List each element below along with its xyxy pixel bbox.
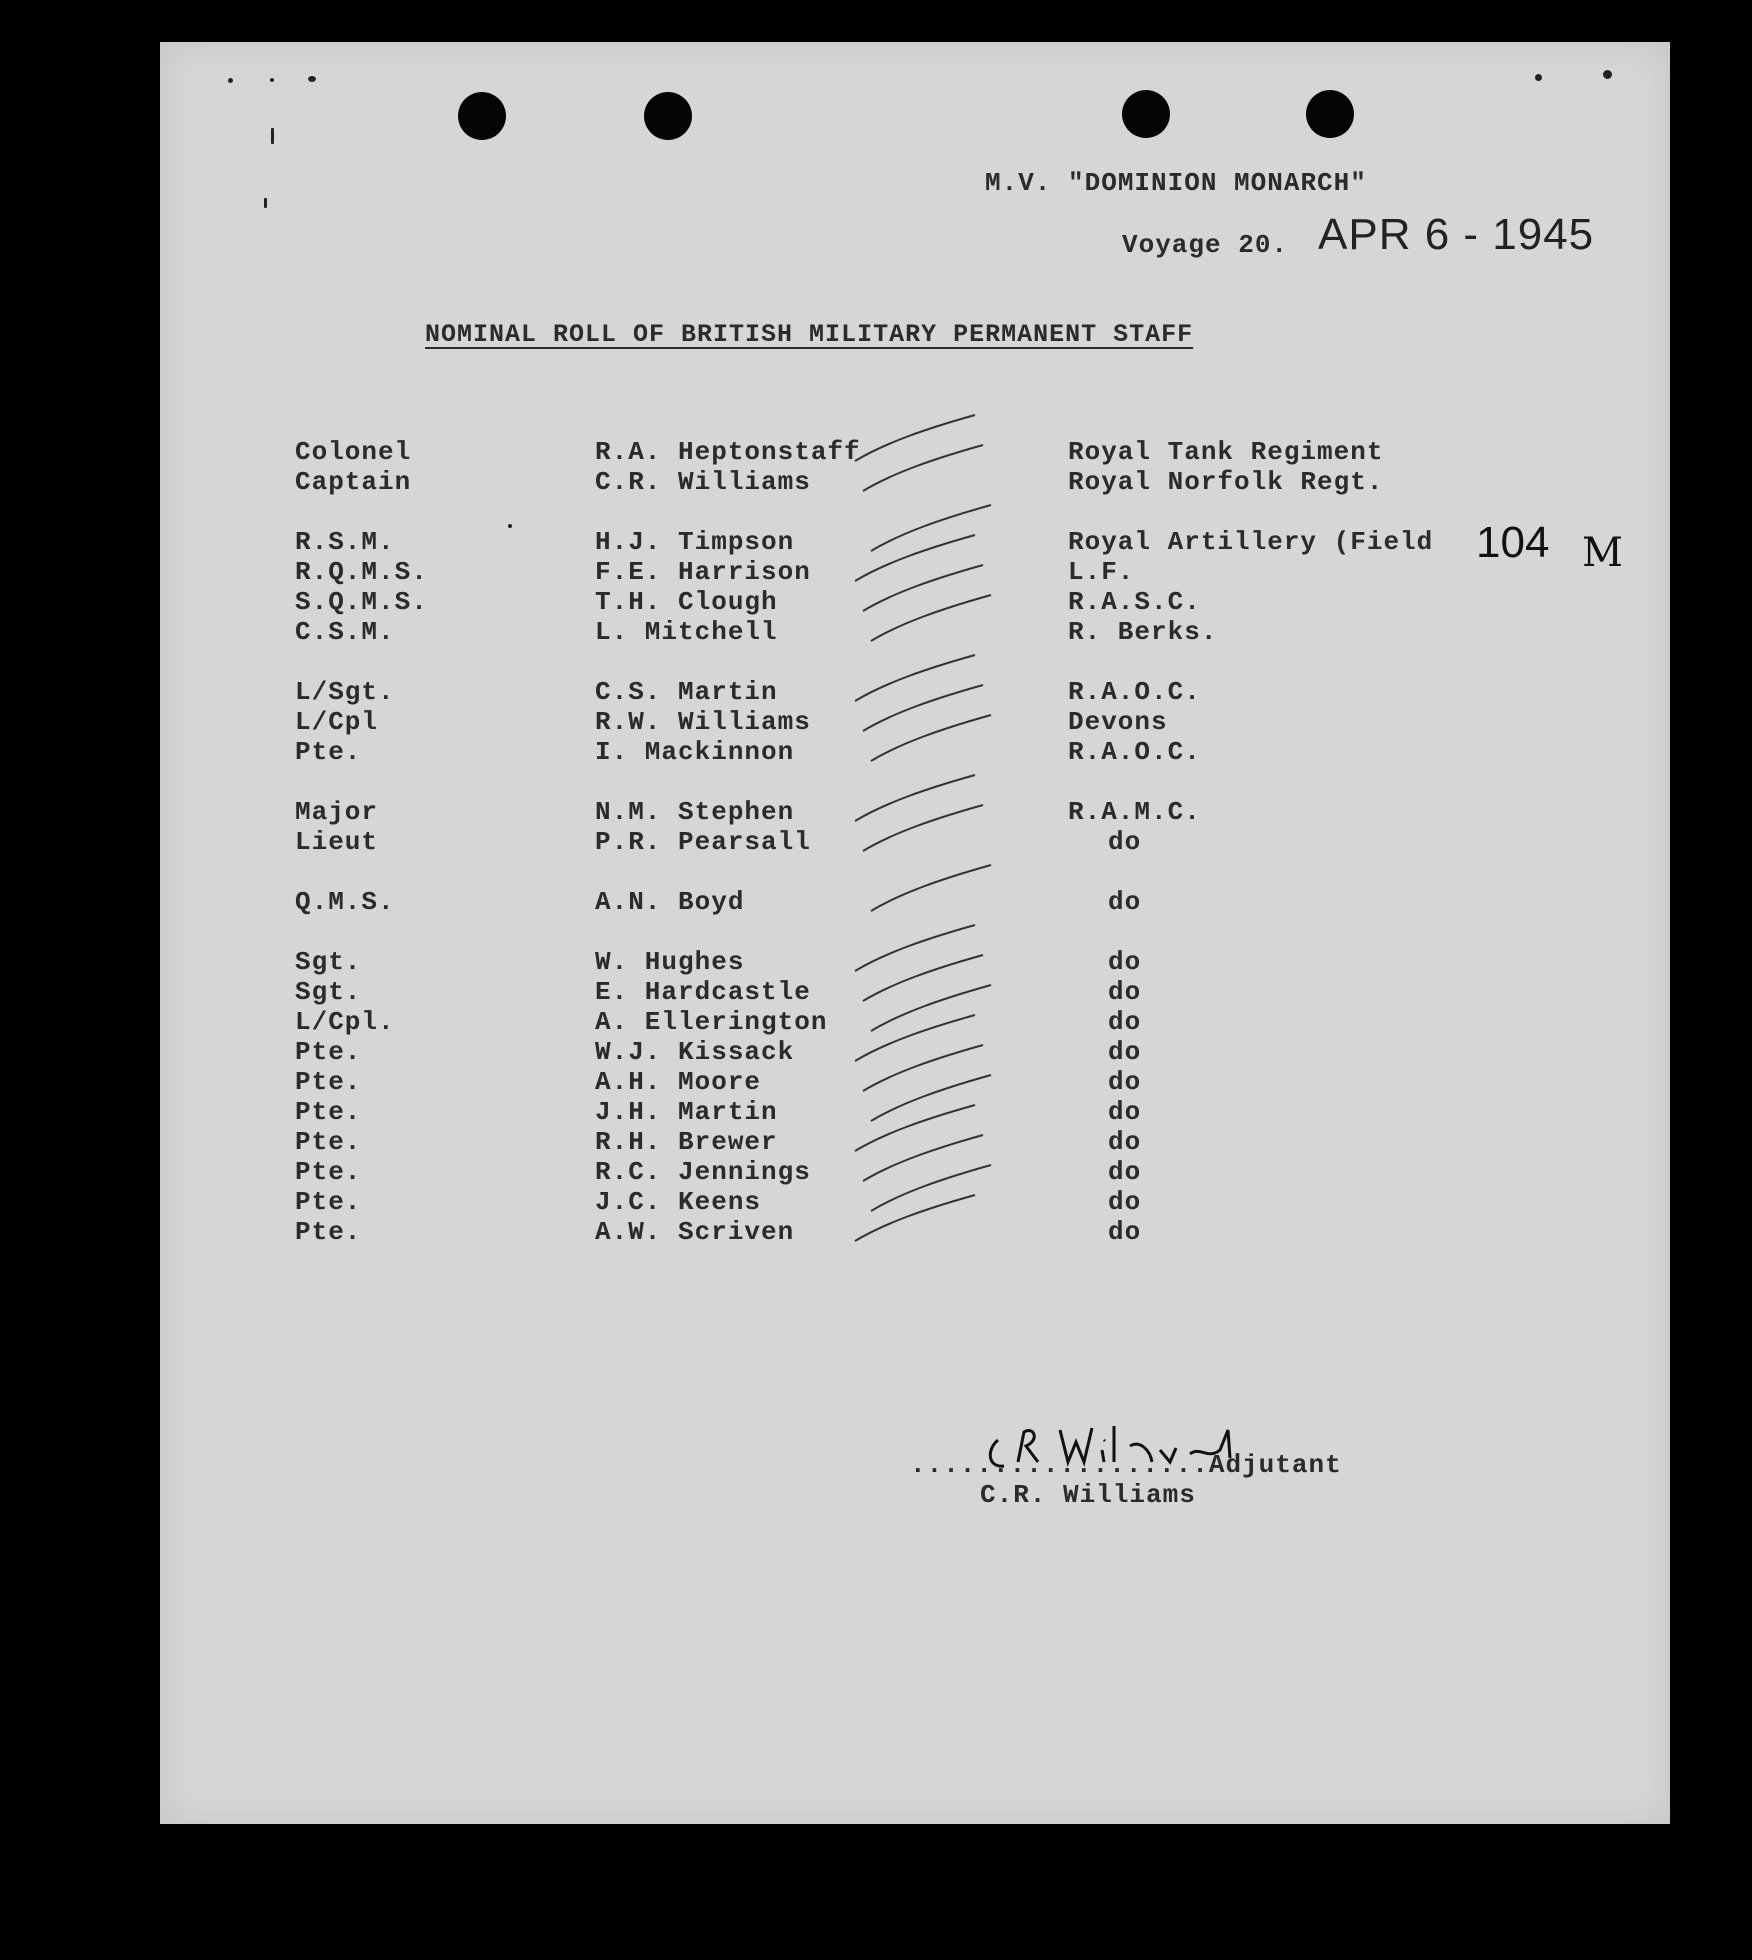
rank-cell: Pte. [295,1097,362,1127]
name-cell: A.W. Scriven [595,1217,795,1247]
rank-cell: L/Sgt. [295,677,395,707]
rank-cell: Major [295,797,379,827]
check-tick [863,805,983,851]
check-tick [863,1045,983,1091]
unit-cell: do [1108,1157,1142,1187]
unit-cell: R.A.M.C. [1068,797,1201,827]
name-cell: A.H. Moore [595,1067,762,1097]
unit-cell: do [1108,1037,1142,1067]
name-cell: H.J. Timpson [595,527,795,557]
unit-cell: L.F. [1068,557,1135,587]
name-cell: L. Mitchell [595,617,778,647]
unit-cell: Devons [1068,707,1168,737]
check-tick [871,505,991,551]
ship-name: M.V. "DOMINION MONARCH" [985,168,1367,198]
check-tick [855,415,975,461]
rank-cell: R.S.M. [295,527,395,557]
unit-cell: do [1108,1097,1142,1127]
rank-cell: C.S.M. [295,617,395,647]
rank-cell: S.Q.M.S. [295,587,428,617]
name-cell: J.H. Martin [595,1097,778,1127]
check-tick [871,1075,991,1121]
unit-cell: do [1108,1127,1142,1157]
check-tick [855,1105,975,1151]
check-tick [871,1165,991,1211]
unit-cell: do [1108,977,1142,1007]
name-cell: T.H. Clough [595,587,778,617]
check-tick [863,955,983,1001]
check-tick [855,535,975,581]
unit-cell: do [1108,1007,1142,1037]
check-tick [871,715,991,761]
name-cell: F.E. Harrison [595,557,811,587]
name-cell: I. Mackinnon [595,737,795,767]
rank-cell: L/Cpl. [295,1007,395,1037]
check-tick [863,685,983,731]
check-tick [871,865,991,911]
unit-cell: R.A.O.C. [1068,737,1201,767]
rank-cell: R.Q.M.S. [295,557,428,587]
name-cell: R.H. Brewer [595,1127,778,1157]
name-cell: C.R. Williams [595,467,811,497]
check-tick [855,775,975,821]
check-tick [855,925,975,971]
name-cell: P.R. Pearsall [595,827,811,857]
unit-cell: do [1108,827,1142,857]
rank-cell: Pte. [295,737,362,767]
signatory-name: C.R. Williams [980,1480,1196,1510]
rank-cell: Pte. [295,1157,362,1187]
date-stamp: APR 6 - 1945 [1318,210,1595,259]
name-cell: R.A. Heptonstaff [595,437,861,467]
unit-cell: R.A.S.C. [1068,587,1201,617]
rank-cell: Pte. [295,1127,362,1157]
unit-cell: Royal Norfolk Regt. [1068,467,1384,497]
check-tick [863,1135,983,1181]
unit-cell: do [1108,887,1142,917]
unit-cell: do [1108,1067,1142,1097]
rank-cell: Pte. [295,1067,362,1097]
name-cell: J.C. Keens [595,1187,762,1217]
check-tick [863,565,983,611]
unit-cell: R.A.O.C. [1068,677,1201,707]
check-tick [863,445,983,491]
signature-line: ..................Adjutant [910,1450,1342,1480]
unit-cell: do [1108,1217,1142,1247]
document-title: NOMINAL ROLL OF BRITISH MILITARY PERMANENT STAFF [425,320,1194,349]
rank-cell: Sgt. [295,947,362,977]
name-cell: W.J. Kissack [595,1037,795,1067]
name-cell: A. Ellerington [595,1007,828,1037]
name-cell: R.W. Williams [595,707,811,737]
voyage-number: Voyage 20. [1122,230,1289,260]
unit-cell: do [1108,1187,1142,1217]
name-cell: N.M. Stephen [595,797,795,827]
name-cell: E. Hardcastle [595,977,811,1007]
unit-cell: do [1108,947,1142,977]
name-cell: W. Hughes [595,947,745,977]
rank-cell: Sgt. [295,977,362,1007]
rank-cell: Colonel [295,437,412,467]
handwritten-margin-number: 104 [1476,518,1550,567]
unit-cell: Royal Tank Regiment [1068,437,1384,467]
check-tick [855,655,975,701]
rank-cell: Pte. [295,1217,362,1247]
name-cell: A.N. Boyd [595,887,745,917]
rank-cell: Captain [295,467,412,497]
rank-cell: L/Cpl [295,707,379,737]
check-tick [855,1015,975,1061]
handwritten-margin-letter: M [1582,530,1623,576]
name-cell: C.S. Martin [595,677,778,707]
unit-cell: R. Berks. [1068,617,1218,647]
check-tick [871,985,991,1031]
rank-cell: Pte. [295,1037,362,1067]
rank-cell: Pte. [295,1187,362,1217]
check-tick [871,595,991,641]
unit-cell: Royal Artillery (Field [1068,527,1434,557]
rank-cell: Lieut [295,827,379,857]
rank-cell: Q.M.S. [295,887,395,917]
name-cell: R.C. Jennings [595,1157,811,1187]
check-tick [855,1195,975,1241]
